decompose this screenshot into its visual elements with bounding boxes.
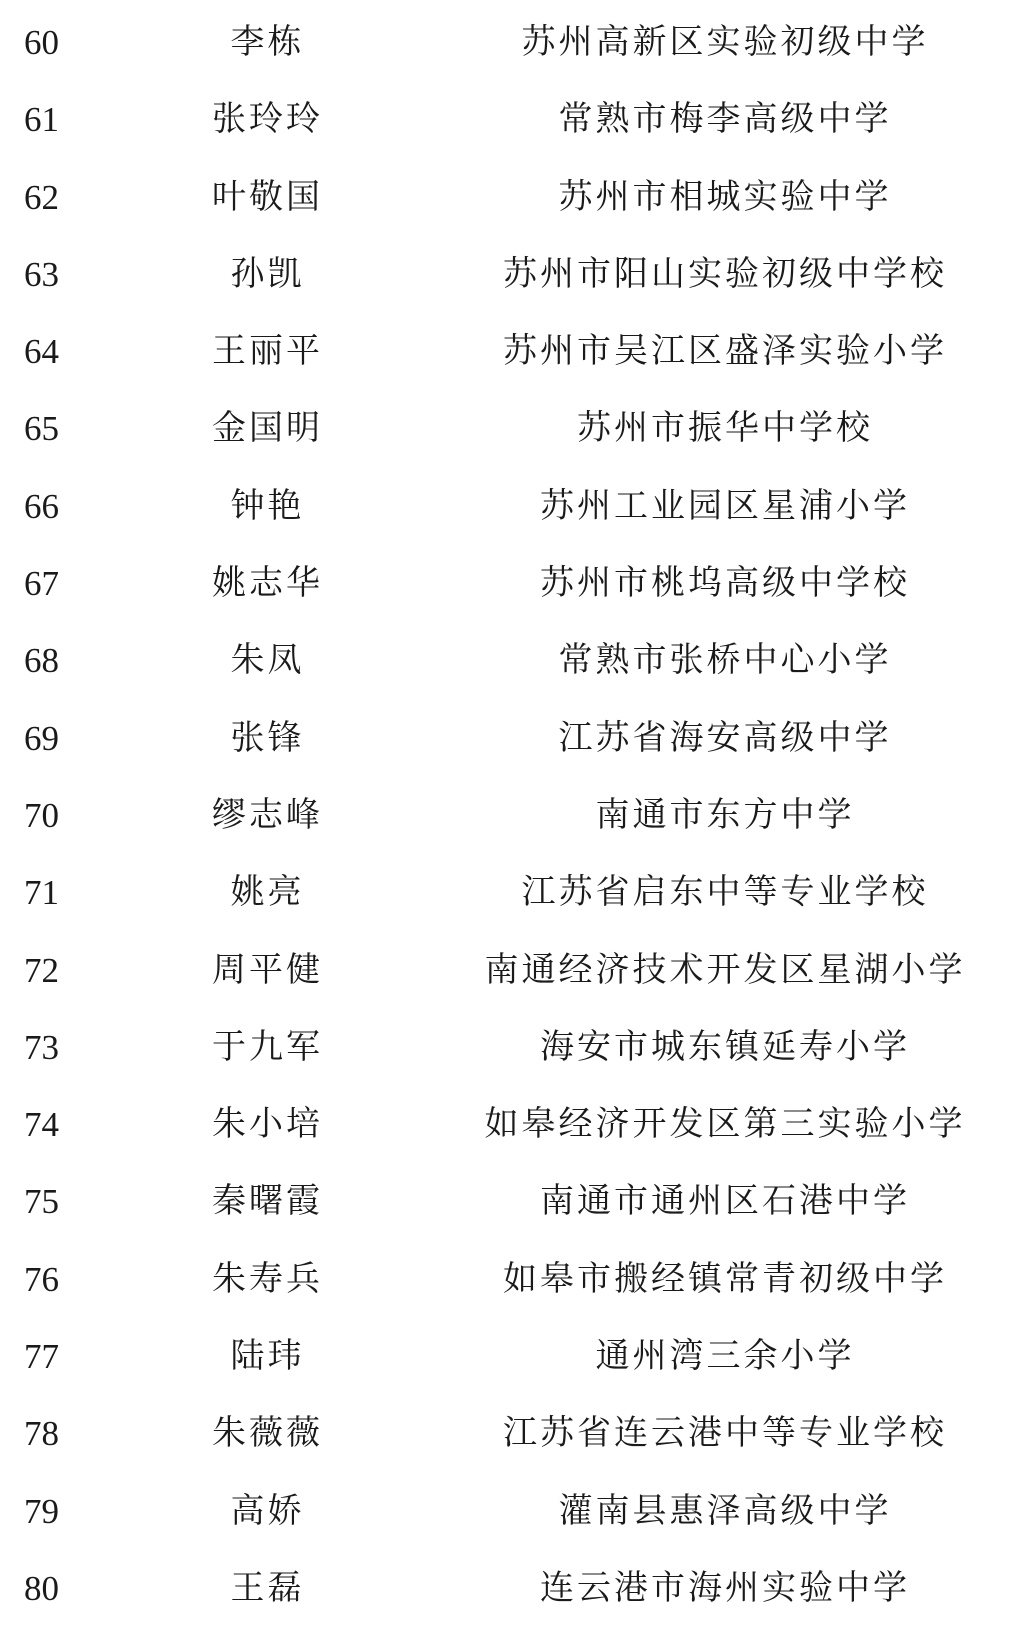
list-row (0, 81, 1035, 158)
school-name: 南通经济技术开发区星湖小学 (484, 949, 966, 990)
list-row (0, 1318, 1035, 1395)
school-name: 苏州市桃坞高级中学校 (540, 563, 910, 604)
school-name: 常熟市梅李高级中学 (558, 99, 892, 140)
row-number: 79 (24, 1491, 59, 1531)
list-row (0, 1163, 1035, 1240)
list-row (0, 1241, 1035, 1318)
list-row (0, 1009, 1035, 1086)
row-number: 75 (24, 1182, 59, 1222)
school-name: 苏州市振华中学校 (577, 408, 873, 449)
list-row (0, 932, 1035, 1009)
row-number: 60 (24, 23, 59, 62)
person-name: 孙凯 (230, 253, 305, 294)
person-name: 姚亮 (230, 872, 305, 913)
person-name: 叶敬国 (212, 176, 323, 217)
person-name: 朱凤 (230, 640, 305, 681)
school-name: 通州湾三余小学 (595, 1336, 855, 1377)
school-name: 海安市城东镇延寿小学 (540, 1026, 910, 1067)
list-row (0, 854, 1035, 931)
person-name: 王磊 (230, 1567, 305, 1608)
person-name: 高娇 (230, 1490, 305, 1531)
person-name: 于九军 (212, 1026, 323, 1067)
school-name: 如皋经济开发区第三实验小学 (484, 1104, 966, 1145)
person-name: 李栋 (230, 22, 305, 62)
list-row (0, 545, 1035, 622)
person-name: 陆玮 (230, 1336, 305, 1377)
row-number: 61 (24, 100, 59, 140)
person-name: 缪志峰 (212, 794, 323, 835)
school-name: 苏州高新区实验初级中学 (521, 22, 929, 62)
row-number: 71 (24, 873, 59, 913)
row-number: 77 (24, 1337, 59, 1377)
school-name: 苏州工业园区星浦小学 (540, 485, 910, 526)
school-name: 苏州市相城实验中学 (558, 176, 892, 217)
row-number: 78 (24, 1414, 59, 1454)
row-number: 62 (24, 177, 59, 217)
list-row (0, 1395, 1035, 1472)
person-name: 金国明 (212, 408, 323, 449)
list-row (0, 236, 1035, 313)
list-row (0, 777, 1035, 854)
list-row (0, 1550, 1035, 1627)
list-row (0, 1086, 1035, 1163)
row-number: 66 (24, 486, 59, 526)
person-name: 张锋 (230, 717, 305, 758)
school-name: 连云港市海州实验中学 (540, 1567, 910, 1608)
row-number: 64 (24, 332, 59, 372)
school-name: 江苏省连云港中等专业学校 (503, 1413, 947, 1454)
list-row (0, 700, 1035, 777)
row-number: 74 (24, 1105, 59, 1145)
list-row (0, 468, 1035, 545)
list-row (0, 159, 1035, 236)
row-number: 70 (24, 795, 59, 835)
school-name: 苏州市阳山实验初级中学校 (503, 253, 947, 294)
school-name: 南通市东方中学 (595, 794, 855, 835)
school-name: 苏州市吴江区盛泽实验小学 (503, 331, 947, 372)
school-name: 如皋市搬经镇常青初级中学 (503, 1258, 947, 1299)
row-number: 80 (24, 1568, 59, 1608)
school-name: 江苏省海安高级中学 (558, 717, 892, 758)
row-number: 76 (24, 1259, 59, 1299)
person-name: 钟艳 (230, 485, 305, 526)
person-name: 秦曙霞 (212, 1181, 323, 1222)
row-number: 63 (24, 254, 59, 294)
list-row (0, 622, 1035, 699)
person-name: 周平健 (212, 949, 323, 990)
list-row (0, 4, 1035, 81)
school-name: 灌南县惠泽高级中学 (558, 1490, 892, 1531)
school-name: 南通市通州区石港中学 (540, 1181, 910, 1222)
person-name: 朱寿兵 (212, 1258, 323, 1299)
row-number: 72 (24, 950, 59, 990)
row-number: 69 (24, 718, 59, 758)
school-name: 江苏省启东中等专业学校 (521, 872, 929, 913)
person-name: 朱小培 (212, 1104, 323, 1145)
person-name: 姚志华 (212, 563, 323, 604)
person-name: 朱薇薇 (212, 1413, 323, 1454)
row-number: 73 (24, 1027, 59, 1067)
school-name: 常熟市张桥中心小学 (558, 640, 892, 681)
person-name: 王丽平 (212, 331, 323, 372)
list-row (0, 390, 1035, 467)
list-row (0, 313, 1035, 390)
person-name: 张玲玲 (212, 99, 323, 140)
row-number: 67 (24, 564, 59, 604)
row-number: 68 (24, 641, 59, 681)
list-row (0, 1473, 1035, 1550)
row-number: 65 (24, 409, 59, 449)
name-list (0, 4, 1035, 1627)
